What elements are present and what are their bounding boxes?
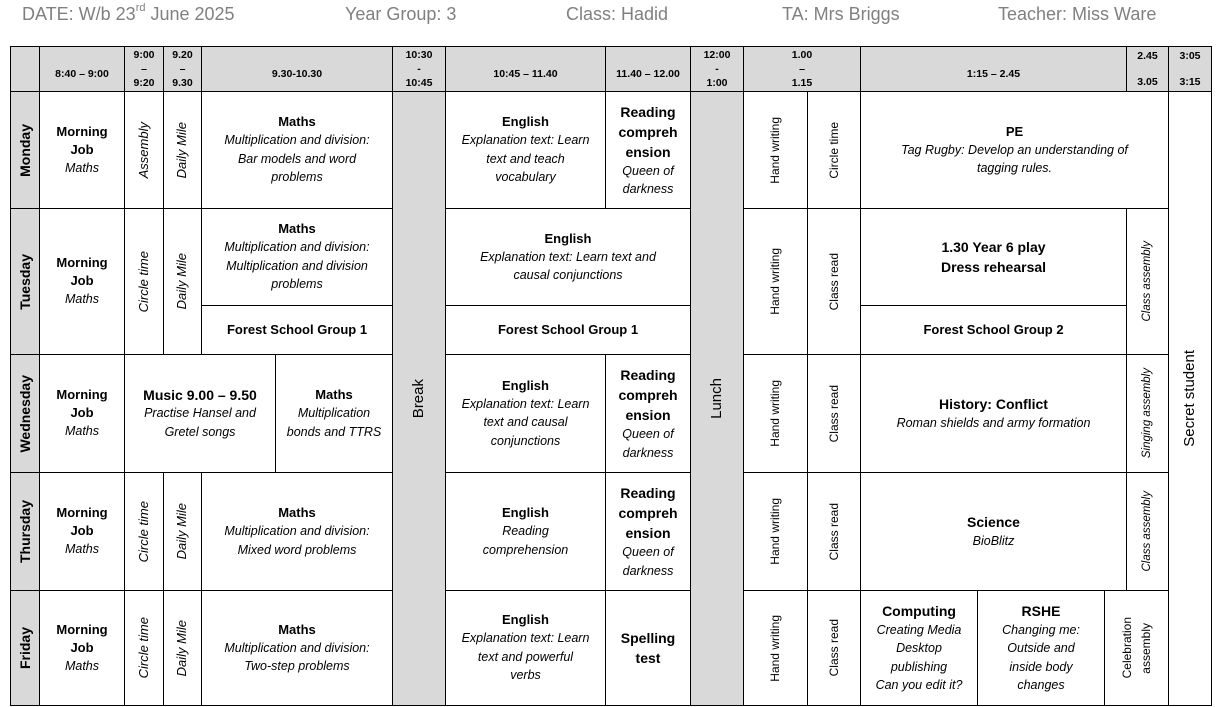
morning-job-thursday bbox=[39, 472, 125, 591]
circle-time-tuesday bbox=[124, 208, 164, 355]
cell-title: Job bbox=[70, 141, 94, 157]
cell-label: Hand writing bbox=[768, 116, 783, 184]
cell-sub: Tag Rugby: Develop an understanding of bbox=[901, 142, 1128, 157]
class-read-wednesday bbox=[807, 354, 861, 473]
cell-title: PE bbox=[1005, 123, 1024, 139]
cell-sub: Queen of bbox=[622, 545, 674, 559]
cell-sub: Multiplication and division: bbox=[224, 524, 370, 538]
time-slot-8 bbox=[690, 46, 744, 92]
ta-label: TA: Mrs Briggs bbox=[782, 4, 900, 24]
morning-job-tuesday bbox=[39, 208, 125, 355]
cell-label: Daily Mile bbox=[174, 121, 190, 179]
maths-friday bbox=[201, 590, 393, 706]
time-text: 10:45 – 11.40 bbox=[493, 68, 558, 80]
time-slot-7 bbox=[605, 46, 691, 92]
cell-sub: vocabulary bbox=[495, 170, 556, 185]
cell-title: Job bbox=[70, 523, 94, 539]
day-label: Tuesday bbox=[16, 253, 33, 310]
cell-title: RSHE bbox=[1021, 602, 1061, 619]
cell-sub: Explanation text: Learn bbox=[461, 631, 590, 646]
cell-sub: Explanation text: Learn text and bbox=[480, 249, 656, 264]
cell-sub: text and causal bbox=[483, 415, 568, 430]
time-text: 3:05 bbox=[1179, 50, 1201, 62]
time-text: 1:15 – 2.45 bbox=[966, 68, 1021, 80]
time-text: 2.45 bbox=[1137, 50, 1158, 62]
cell-sub: BioBlitz bbox=[972, 534, 1015, 549]
cell-title: Spelling bbox=[620, 630, 676, 646]
cell-label: Class read bbox=[826, 384, 841, 443]
class-label: Class: Hadid bbox=[566, 4, 669, 24]
time-text: – bbox=[799, 63, 805, 75]
cell-label: Hand writing bbox=[768, 248, 783, 315]
english-friday bbox=[445, 590, 606, 706]
cell-sub: publishing bbox=[890, 659, 948, 674]
day-monday bbox=[10, 91, 40, 209]
cell-sub: darkness bbox=[622, 563, 674, 578]
day-label: Thursday bbox=[16, 499, 33, 563]
celebration-assembly-friday bbox=[1104, 590, 1169, 706]
daily-mile-tuesday bbox=[163, 208, 202, 355]
cell-title: Morning bbox=[56, 621, 108, 637]
reading-wednesday bbox=[605, 354, 691, 473]
date-suffix: June 2025 bbox=[145, 4, 235, 24]
circle-time-thursday bbox=[124, 472, 164, 591]
time-slot-10 bbox=[860, 46, 1127, 92]
cell-sub: Two-step problems bbox=[244, 659, 350, 673]
break-column bbox=[392, 91, 446, 706]
secret-student-column bbox=[1168, 91, 1212, 706]
time-text: 9:00 bbox=[133, 49, 155, 61]
cell-title: compreh bbox=[618, 123, 678, 140]
cell-title: compreh bbox=[618, 387, 678, 403]
cell-sub: tagging rules. bbox=[976, 161, 1053, 175]
time-text: 11.40 – 12.00 bbox=[616, 68, 680, 80]
cell-title: ension bbox=[625, 525, 671, 541]
cell-label: Assembly bbox=[135, 121, 151, 179]
maths-monday bbox=[201, 91, 393, 209]
date-label bbox=[22, 4, 235, 26]
time-slot-4 bbox=[201, 46, 393, 92]
class-read-tuesday bbox=[807, 208, 861, 355]
day-label: Monday bbox=[16, 123, 33, 177]
time-slot-6 bbox=[445, 46, 606, 92]
time-text: 3.05 bbox=[1137, 76, 1158, 88]
cell-sub: Reading bbox=[502, 524, 549, 538]
cell-sub: changes bbox=[1017, 678, 1065, 692]
lunch-column bbox=[690, 91, 744, 706]
time-text: – bbox=[141, 63, 147, 75]
cell-label: Class read bbox=[826, 252, 841, 311]
cell-sub: Multiplication and division: bbox=[224, 240, 370, 255]
cell-title: Reading bbox=[620, 103, 676, 120]
time-text: 9.30-10.30 bbox=[271, 68, 323, 80]
cell-title: Job bbox=[70, 273, 94, 289]
cell-sub: Multiplication and division: bbox=[224, 640, 370, 655]
cell-sub: Outside and bbox=[1007, 641, 1075, 655]
cell-sub: Creating Media bbox=[876, 622, 962, 637]
corner-cell bbox=[10, 46, 40, 92]
cell-sub: Maths bbox=[64, 424, 100, 439]
cell-title: Forest School Group 1 bbox=[497, 322, 639, 337]
morning-job-monday bbox=[39, 91, 125, 209]
cell-label: Hand writing bbox=[768, 614, 783, 682]
day-label: Wednesday bbox=[16, 374, 33, 453]
spelling-friday bbox=[605, 590, 691, 706]
cell-label: Circle time bbox=[135, 500, 151, 563]
hand-writing-tuesday bbox=[743, 208, 808, 355]
cell-title: Morning bbox=[56, 387, 108, 403]
time-slot-11 bbox=[1126, 46, 1169, 92]
secret-student-label: Secret student bbox=[1180, 350, 1198, 447]
maths-thursday bbox=[201, 472, 393, 591]
cell-sub: Can you edit it? bbox=[875, 678, 963, 692]
cell-label: Circle time bbox=[826, 121, 841, 179]
cell-sub: causal conjunctions bbox=[513, 268, 623, 282]
cell-title: Morning bbox=[56, 255, 108, 271]
forest-school-tuesday-pm bbox=[860, 305, 1127, 355]
rshe-friday bbox=[977, 590, 1105, 706]
cell-label: Circle time bbox=[135, 617, 151, 679]
day-wednesday bbox=[10, 354, 40, 473]
cell-sub: darkness bbox=[622, 445, 674, 460]
singing-assembly-wednesday bbox=[1126, 354, 1169, 473]
cell-title: Maths bbox=[278, 114, 316, 130]
reading-thursday bbox=[605, 472, 691, 591]
time-text: 10:45 bbox=[405, 77, 433, 89]
english-monday bbox=[445, 91, 606, 209]
forest-school-tuesday-am bbox=[201, 305, 393, 355]
day-tuesday bbox=[10, 208, 40, 355]
cell-label: Daily Mile bbox=[174, 619, 190, 677]
day-label: Friday bbox=[16, 626, 33, 669]
time-slot-12 bbox=[1168, 46, 1212, 92]
pe-monday bbox=[860, 91, 1169, 209]
cell-title: compreh bbox=[618, 505, 678, 521]
teacher-label: Teacher: Miss Ware bbox=[998, 4, 1157, 24]
cell-title: Music 9.00 – 9.50 bbox=[143, 387, 257, 403]
cell-sub: comprehension bbox=[482, 542, 569, 557]
time-text: 8:40 – 9:00 bbox=[55, 68, 109, 80]
maths-wednesday bbox=[275, 354, 393, 473]
cell-sub: Mixed word problems bbox=[237, 542, 357, 557]
cell-label: assembly bbox=[1138, 622, 1153, 674]
hand-writing-monday bbox=[743, 91, 808, 209]
cell-sub: Desktop bbox=[896, 641, 942, 655]
hand-writing-thursday bbox=[743, 472, 808, 591]
english-tuesday bbox=[445, 208, 691, 306]
time-slot-9 bbox=[743, 46, 861, 92]
morning-job-wednesday bbox=[39, 354, 125, 473]
cell-title: Maths bbox=[278, 621, 316, 637]
cell-title: Maths bbox=[278, 505, 316, 520]
english-thursday bbox=[445, 472, 606, 591]
cell-sub: Queen of bbox=[622, 427, 674, 441]
cell-sub: problems bbox=[271, 277, 323, 292]
daily-mile-thursday bbox=[163, 472, 202, 591]
time-text: 1.00 bbox=[791, 49, 813, 61]
daily-mile-friday bbox=[163, 590, 202, 706]
year6-play-tuesday bbox=[860, 208, 1127, 306]
cell-title: test bbox=[635, 650, 661, 666]
circle-time-monday-pm bbox=[807, 91, 861, 209]
cell-sub: Changing me: bbox=[1002, 622, 1080, 637]
cell-sub: Roman shields and army formation bbox=[896, 416, 1091, 431]
history-wednesday bbox=[860, 354, 1127, 473]
cell-sub: Multiplication and division bbox=[226, 258, 368, 273]
cell-sub: Maths bbox=[64, 160, 100, 175]
time-text: - bbox=[417, 63, 421, 75]
cell-label: Daily Mile bbox=[174, 253, 190, 310]
cell-sub: Queen of bbox=[622, 163, 674, 178]
cell-title: English bbox=[502, 377, 549, 393]
cell-title: Computing bbox=[882, 602, 956, 619]
date-prefix: DATE: W/b 23 bbox=[22, 4, 136, 24]
time-text: 1:00 bbox=[706, 77, 728, 89]
time-text: 9:20 bbox=[133, 77, 155, 89]
cell-title: Job bbox=[70, 405, 94, 421]
cell-label: Class read bbox=[826, 502, 841, 561]
cell-sub: text and teach bbox=[486, 151, 565, 166]
cell-title: English bbox=[502, 505, 549, 520]
cell-sub: Maths bbox=[64, 542, 100, 557]
circle-time-friday bbox=[124, 590, 164, 706]
cell-label: Singing assembly bbox=[1141, 368, 1154, 459]
cell-label: Class assembly bbox=[1141, 241, 1154, 322]
cell-title: English bbox=[544, 230, 592, 246]
cell-label: Circle time bbox=[135, 250, 151, 313]
time-text: 9.30 bbox=[172, 77, 193, 89]
music-wednesday bbox=[124, 354, 276, 473]
hand-writing-friday bbox=[743, 590, 808, 706]
time-text: – bbox=[179, 63, 186, 75]
cell-sub: text and powerful bbox=[477, 649, 574, 664]
english-wednesday bbox=[445, 354, 606, 473]
break-label: Break bbox=[409, 378, 427, 419]
cell-label: Daily Mile bbox=[174, 503, 190, 560]
cell-title: Job bbox=[70, 639, 94, 655]
time-slot-5 bbox=[392, 46, 446, 92]
reading-monday bbox=[605, 91, 691, 209]
cell-title: 1.30 Year 6 play bbox=[941, 239, 1046, 255]
time-text: 12:00 bbox=[703, 49, 731, 61]
cell-title: Dress rehearsal bbox=[940, 259, 1047, 275]
time-slot-3 bbox=[163, 46, 202, 92]
time-text: 9.20 bbox=[172, 49, 193, 61]
cell-title: Maths bbox=[278, 221, 316, 237]
cell-title: ension bbox=[625, 407, 671, 423]
forest-school-tuesday-mid bbox=[445, 305, 691, 355]
cell-label: Class assembly bbox=[1141, 491, 1154, 572]
cell-sub: Maths bbox=[64, 658, 100, 673]
maths-tuesday bbox=[201, 208, 393, 306]
cell-sub: darkness bbox=[622, 182, 674, 196]
assembly-monday bbox=[124, 91, 164, 209]
time-slot-1 bbox=[39, 46, 125, 92]
cell-title: Forest School Group 1 bbox=[226, 322, 368, 337]
cell-title: English bbox=[502, 114, 549, 130]
class-assembly-thursday bbox=[1126, 472, 1169, 591]
cell-sub: Bar models and word bbox=[237, 151, 357, 166]
morning-job-friday bbox=[39, 590, 125, 706]
cell-title: Reading bbox=[620, 367, 676, 383]
class-read-friday bbox=[807, 590, 861, 706]
cell-sub: bonds and TTRS bbox=[286, 424, 382, 439]
cell-label: Hand writing bbox=[768, 498, 783, 565]
class-read-thursday bbox=[807, 472, 861, 591]
computing-friday bbox=[860, 590, 978, 706]
cell-title: ension bbox=[625, 143, 671, 160]
time-text: 1.15 bbox=[791, 77, 813, 89]
cell-title: Morning bbox=[56, 123, 108, 139]
cell-label: Class read bbox=[826, 619, 841, 677]
daily-mile-monday bbox=[163, 91, 202, 209]
cell-sub: Explanation text: Learn bbox=[461, 396, 590, 411]
cell-sub: verbs bbox=[510, 668, 541, 683]
cell-title: Reading bbox=[620, 485, 676, 501]
cell-title: Maths bbox=[315, 387, 353, 402]
cell-title: English bbox=[502, 612, 549, 628]
cell-sub: Maths bbox=[64, 292, 100, 307]
cell-sub: Explanation text: Learn bbox=[461, 133, 590, 148]
class-assembly-tuesday bbox=[1126, 208, 1169, 355]
cell-sub: problems bbox=[271, 170, 323, 185]
cell-label: Celebration bbox=[1120, 617, 1134, 679]
lunch-label: Lunch bbox=[707, 378, 725, 419]
cell-title: Morning bbox=[56, 505, 108, 521]
cell-label: Hand writing bbox=[768, 380, 783, 447]
cell-sub: conjunctions bbox=[490, 433, 561, 448]
hand-writing-wednesday bbox=[743, 354, 808, 473]
cell-sub: Gretel songs bbox=[164, 424, 236, 439]
time-text: 10:30 bbox=[405, 49, 433, 61]
cell-title: History: Conflict bbox=[939, 396, 1048, 413]
year-group-label: Year Group: 3 bbox=[345, 4, 457, 24]
cell-sub: Multiplication bbox=[297, 406, 371, 420]
cell-sub: Practise Hansel and bbox=[144, 406, 256, 420]
day-thursday bbox=[10, 472, 40, 591]
time-slot-2 bbox=[124, 46, 164, 92]
time-text: 3:15 bbox=[1179, 76, 1201, 88]
cell-sub: Multiplication and division: bbox=[224, 133, 370, 148]
science-thursday bbox=[860, 472, 1127, 591]
cell-sub: inside body bbox=[1009, 659, 1073, 674]
day-friday bbox=[10, 590, 40, 706]
cell-title: Forest School Group 2 bbox=[923, 322, 1064, 337]
date-sup: rd bbox=[135, 2, 146, 14]
cell-title: Science bbox=[967, 514, 1020, 531]
time-text: - bbox=[715, 63, 719, 75]
